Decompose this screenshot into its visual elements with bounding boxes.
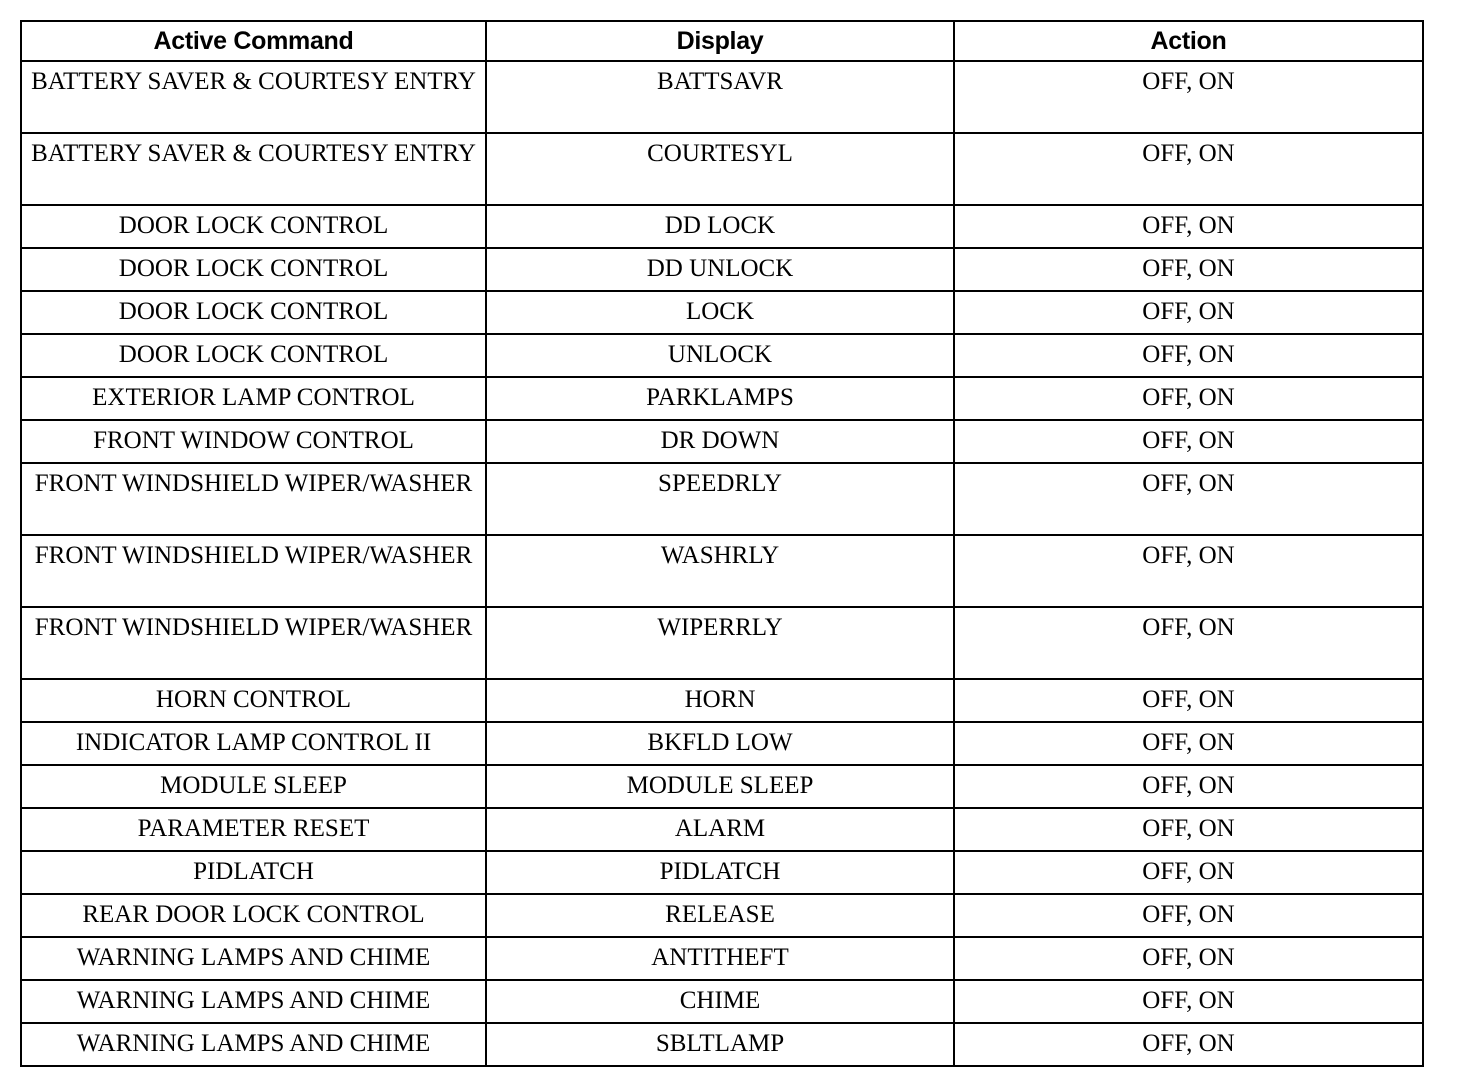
cell-display: UNLOCK [486,334,954,377]
cell-display: MODULE SLEEP [486,765,954,808]
cell-action: OFF, ON [954,133,1423,205]
table-row [21,937,1423,980]
cell-display: ANTITHEFT [486,937,954,980]
cell-active-command: FRONT WINDSHIELD WIPER/WASHER [21,535,486,607]
table-row [21,248,1423,291]
table-row [21,420,1423,463]
cell-active-command: PARAMETER RESET [21,808,486,851]
cell-display: DR DOWN [486,420,954,463]
cell-action: OFF, ON [954,679,1423,722]
table-row [21,1023,1423,1066]
table-row [21,463,1423,535]
cell-action: OFF, ON [954,334,1423,377]
cell-display: WASHRLY [486,535,954,607]
cell-display: WIPERRLY [486,607,954,679]
table-row [21,722,1423,765]
cell-action: OFF, ON [954,61,1423,133]
cell-action: OFF, ON [954,420,1423,463]
table-body [21,61,1423,1066]
cell-action: OFF, ON [954,980,1423,1023]
column-header-active-command: Active Command [21,21,486,61]
cell-display: CHIME [486,980,954,1023]
cell-display: SBLTLAMP [486,1023,954,1066]
cell-active-command: DOOR LOCK CONTROL [21,334,486,377]
cell-active-command: WARNING LAMPS AND CHIME [21,1023,486,1066]
cell-active-command: INDICATOR LAMP CONTROL II [21,722,486,765]
cell-action: OFF, ON [954,851,1423,894]
table-row [21,808,1423,851]
cell-action: OFF, ON [954,1023,1423,1066]
cell-action: OFF, ON [954,894,1423,937]
table-row [21,291,1423,334]
cell-display: ALARM [486,808,954,851]
table-row [21,765,1423,808]
cell-action: OFF, ON [954,377,1423,420]
cell-display: DD LOCK [486,205,954,248]
cell-action: OFF, ON [954,937,1423,980]
table-row [21,980,1423,1023]
cell-action: OFF, ON [954,205,1423,248]
cell-active-command: DOOR LOCK CONTROL [21,248,486,291]
cell-action: OFF, ON [954,291,1423,334]
table-row [21,377,1423,420]
cell-active-command: FRONT WINDSHIELD WIPER/WASHER [21,607,486,679]
cell-display: PIDLATCH [486,851,954,894]
cell-active-command: BATTERY SAVER & COURTESY ENTRY [21,61,486,133]
table-header-row [21,21,1423,61]
cell-display: BKFLD LOW [486,722,954,765]
cell-action: OFF, ON [954,765,1423,808]
active-command-table [20,20,1424,1067]
cell-active-command: FRONT WINDSHIELD WIPER/WASHER [21,463,486,535]
cell-active-command: REAR DOOR LOCK CONTROL [21,894,486,937]
cell-display: SPEEDRLY [486,463,954,535]
cell-display: DD UNLOCK [486,248,954,291]
table-row [21,894,1423,937]
cell-active-command: DOOR LOCK CONTROL [21,205,486,248]
table-row [21,851,1423,894]
cell-active-command: WARNING LAMPS AND CHIME [21,937,486,980]
cell-active-command: BATTERY SAVER & COURTESY ENTRY [21,133,486,205]
cell-active-command: PIDLATCH [21,851,486,894]
cell-display: BATTSAVR [486,61,954,133]
cell-action: OFF, ON [954,248,1423,291]
table-row [21,679,1423,722]
cell-display: LOCK [486,291,954,334]
cell-active-command: WARNING LAMPS AND CHIME [21,980,486,1023]
table-row [21,205,1423,248]
cell-action: OFF, ON [954,808,1423,851]
cell-display: HORN [486,679,954,722]
cell-action: OFF, ON [954,607,1423,679]
cell-active-command: FRONT WINDOW CONTROL [21,420,486,463]
table-row [21,535,1423,607]
cell-active-command: EXTERIOR LAMP CONTROL [21,377,486,420]
cell-display: RELEASE [486,894,954,937]
cell-active-command: HORN CONTROL [21,679,486,722]
column-header-display: Display [486,21,954,61]
table-row [21,607,1423,679]
cell-active-command: DOOR LOCK CONTROL [21,291,486,334]
table-row [21,61,1423,133]
table-row [21,334,1423,377]
cell-display: COURTESYL [486,133,954,205]
cell-action: OFF, ON [954,722,1423,765]
cell-active-command: MODULE SLEEP [21,765,486,808]
cell-display: PARKLAMPS [486,377,954,420]
table-row [21,133,1423,205]
column-header-action: Action [954,21,1423,61]
cell-action: OFF, ON [954,463,1423,535]
cell-action: OFF, ON [954,535,1423,607]
